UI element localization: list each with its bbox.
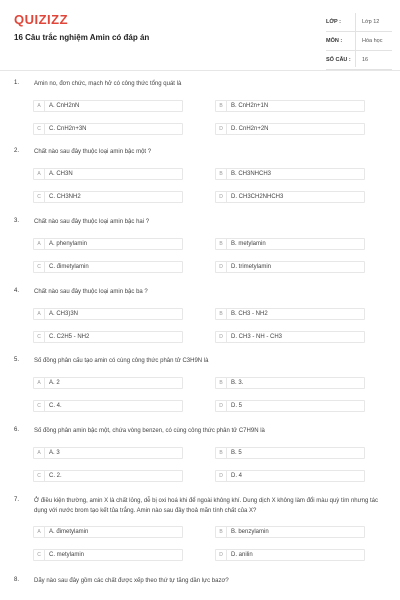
option-text: D. trimetylamin — [231, 263, 272, 270]
question-text: Amin no, đơn chức, mạch hở có công thức tổng quát là — [34, 81, 182, 87]
answer-option-b[interactable] — [215, 377, 365, 389]
question-number: 8. — [14, 577, 20, 583]
option-letter: D — [216, 124, 227, 134]
option-letter: D — [216, 192, 227, 202]
option-letter: A — [34, 527, 45, 537]
option-text: A. 3 — [49, 449, 60, 456]
option-text: D. CnH2n+2N — [231, 125, 269, 132]
option-letter: B — [216, 527, 227, 537]
answer-option-b[interactable] — [215, 238, 365, 250]
option-text: B. CH3NHCH3 — [231, 170, 272, 177]
meta-row-count — [326, 51, 392, 70]
answer-option-d[interactable] — [215, 191, 365, 203]
header-divider — [0, 70, 400, 71]
question-text: Số đồng phân amin bậc một, chứa vòng benzen, có cùng công thức phân tử C7H9N là — [34, 428, 265, 434]
question-number: 2. — [14, 148, 20, 154]
option-letter: C — [34, 471, 45, 481]
option-text: C. C2H5 - NH2 — [49, 333, 90, 340]
page-title: 16 Câu trắc nghiệm Amin có đáp án — [14, 33, 150, 42]
answer-option-b[interactable] — [215, 100, 365, 112]
answer-option-a[interactable] — [33, 526, 183, 538]
option-text: C. CH3NH2 — [49, 193, 81, 200]
question-text: Chất nào sau đây thuộc loại amin bậc ba ? — [34, 289, 148, 295]
question-number: 3. — [14, 218, 20, 224]
question-number: 6. — [14, 427, 20, 433]
answer-option-a[interactable] — [33, 238, 183, 250]
option-letter: C — [34, 262, 45, 272]
option-text: A. 2 — [49, 379, 60, 386]
option-letter: B — [216, 239, 227, 249]
option-letter: B — [216, 309, 227, 319]
option-text: C. 2. — [49, 472, 62, 479]
meta-value: Hóa học — [362, 38, 383, 44]
answer-option-d[interactable] — [215, 400, 365, 412]
answer-option-c[interactable] — [33, 331, 183, 343]
option-text: B. CnH2n+1N — [231, 102, 269, 109]
answer-option-b[interactable] — [215, 168, 365, 180]
option-text: A. CH3N — [49, 170, 73, 177]
answer-option-a[interactable] — [33, 308, 183, 320]
meta-row-class — [326, 13, 392, 32]
option-letter: A — [34, 378, 45, 388]
answer-option-c[interactable] — [33, 123, 183, 135]
question-text: Ở điều kiện thường, amin X là chất lỏng, dễ bị oxi hoá khi để ngoài không khí. Dung dịch X không làm đổi màu quỳ tím nhưng tác dụng với nước brom tạo kết tủa trắng. Amin nào sau đây thoả mãn tính chất của X? — [34, 498, 378, 514]
meta-label: SỐ CÂU : — [326, 57, 351, 63]
option-letter: C — [34, 124, 45, 134]
meta-value: Lớp 12 — [362, 19, 380, 25]
answer-option-a[interactable] — [33, 377, 183, 389]
question-number: 4. — [14, 288, 20, 294]
meta-label: MÔN : — [326, 38, 343, 44]
option-letter: C — [34, 192, 45, 202]
option-text: D. CH3 - NH - CH3 — [231, 333, 283, 340]
question-text: Dãy nào sau đây gồm các chất được xếp theo thứ tự tăng dần lực bazơ? — [34, 578, 229, 584]
meta-row-subject — [326, 32, 392, 51]
option-letter: B — [216, 378, 227, 388]
answer-option-d[interactable] — [215, 470, 365, 482]
answer-option-a[interactable] — [33, 100, 183, 112]
answer-option-b[interactable] — [215, 308, 365, 320]
option-text: A. đimetylamin — [49, 529, 89, 535]
question-text: Chất nào sau đây thuộc loại amin bậc hai ? — [34, 219, 150, 225]
meta-label: LỚP : — [326, 19, 341, 25]
option-letter: B — [216, 101, 227, 111]
question-text: Số đồng phân cấu tạo amin có cùng công thức phân tử C3H9N là — [34, 358, 209, 364]
option-text: B. metylamin — [231, 240, 266, 247]
option-text: C. CnH2n+3N — [49, 125, 87, 132]
option-letter: C — [34, 401, 45, 411]
meta-panel — [326, 13, 392, 70]
option-text: A. phenylamin — [49, 240, 88, 247]
meta-divider — [355, 13, 356, 67]
answer-option-b[interactable] — [215, 447, 365, 459]
worksheet-header — [0, 0, 400, 70]
answer-option-a[interactable] — [33, 447, 183, 459]
option-letter: D — [216, 332, 227, 342]
option-text: C. metylamin — [49, 552, 85, 558]
answer-option-d[interactable] — [215, 261, 365, 273]
answer-option-c[interactable] — [33, 470, 183, 482]
question-number: 5. — [14, 357, 20, 363]
answer-option-b[interactable] — [215, 526, 365, 538]
option-text: B. 3. — [231, 379, 244, 386]
quizizz-logo: QUIZIZZ — [14, 12, 69, 27]
question-text: Chất nào sau đây thuộc loại amin bậc một ? — [34, 149, 152, 155]
option-text: B. CH3 - NH2 — [231, 310, 268, 317]
answer-option-c[interactable] — [33, 549, 183, 561]
answer-option-d[interactable] — [215, 549, 365, 561]
option-letter: C — [34, 332, 45, 342]
option-text: A. CnH2nN — [49, 102, 80, 109]
answer-option-d[interactable] — [215, 123, 365, 135]
option-letter: A — [34, 169, 45, 179]
answer-option-d[interactable] — [215, 331, 365, 343]
option-letter: D — [216, 471, 227, 481]
option-text: A. CH3)3N — [49, 310, 79, 317]
question-number: 1. — [14, 80, 20, 86]
option-letter: A — [34, 239, 45, 249]
option-letter: A — [34, 309, 45, 319]
option-text: C. đimetylamin — [49, 263, 89, 270]
meta-value: 16 — [362, 57, 369, 63]
answer-option-c[interactable] — [33, 400, 183, 412]
option-letter: D — [216, 550, 227, 560]
option-letter: A — [34, 448, 45, 458]
option-text: B. 5 — [231, 449, 242, 456]
answer-option-a[interactable] — [33, 168, 183, 180]
option-text: D. 4 — [231, 472, 243, 479]
option-text: B. benzylamin — [231, 529, 269, 535]
option-letter: D — [216, 262, 227, 272]
option-text: D. CH3CH2NHCH3 — [231, 193, 284, 200]
answer-option-c[interactable] — [33, 261, 183, 273]
option-text: C. 4. — [49, 402, 62, 409]
answer-option-c[interactable] — [33, 191, 183, 203]
option-text: D. 5 — [231, 402, 243, 409]
option-letter: B — [216, 169, 227, 179]
option-text: D. anilin — [231, 552, 253, 558]
option-letter: C — [34, 550, 45, 560]
option-letter: B — [216, 448, 227, 458]
question-number: 7. — [14, 497, 20, 503]
option-letter: A — [34, 101, 45, 111]
option-letter: D — [216, 401, 227, 411]
